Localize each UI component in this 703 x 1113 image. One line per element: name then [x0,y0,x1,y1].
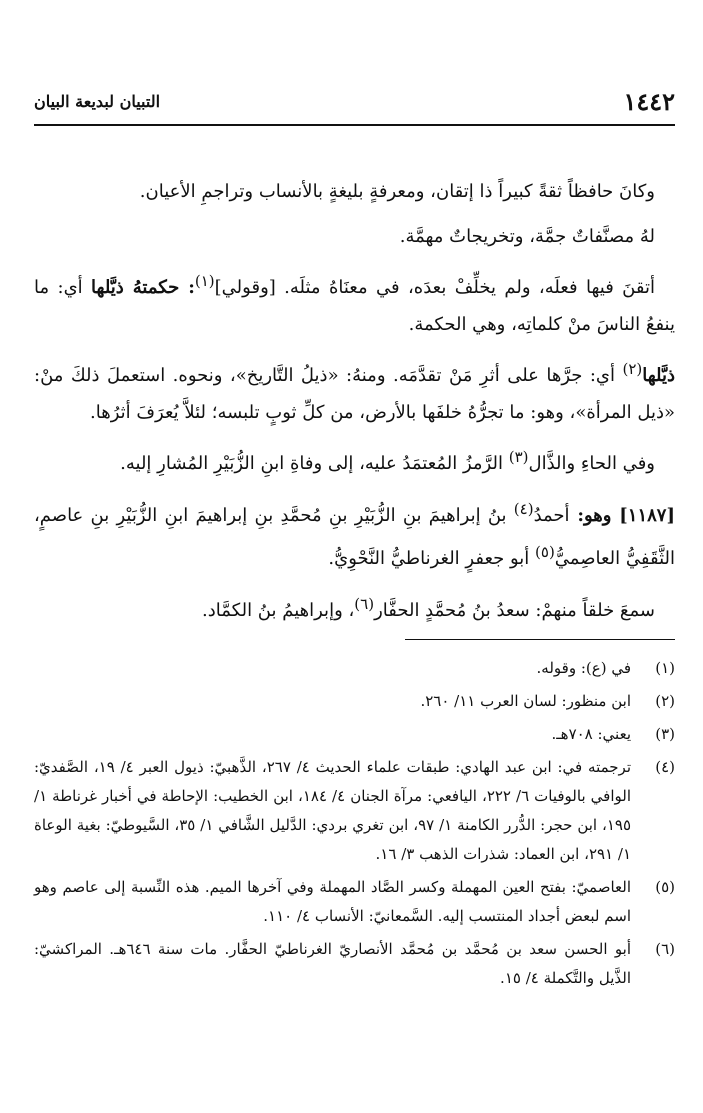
footnote-text: العاصميّ: بفتح العين المهملة وكسر الصَّاد المهملة وفي آخرها الميم. هذه النِّسبة إلى عاصم وهو اسم لبعض أجداد المنتسب إليه. السَّمعانيّ: الأنساب ٤/ ١١٠. [34,878,631,925]
paragraph-text: وفي الحاءِ والذَّال [528,453,655,474]
footnote-number: (١) [655,659,675,677]
footnote-number: (٢) [655,692,675,710]
paragraph-text: لهُ مصنَّفاتٌ جمَّة، وتخريجاتٌ مهمَّة. [399,225,655,247]
footnote-ref-3[interactable]: (٣) [508,448,529,466]
paragraph-hikma [34,263,675,343]
header-rule [34,124,675,126]
paragraph-text: أتقنَ فيها فعلَه، ولم يخلِّفْ بعدَه، في معنَاهُ مثلَه. [وقولي] [214,277,655,298]
paragraph-text: الرَّمزُ المُعتمَدُ عليه، إلى وفاةِ ابنِ الزُّبَيْرِ المُشارِ إليه. [120,453,509,474]
running-title: التبيان لبديعة البيان [34,92,161,111]
paragraph-dhayyalaha [34,351,675,431]
paragraph-symbol [34,439,675,483]
footnote-ref-2[interactable]: (٢) [622,360,643,378]
footnote-item [34,873,675,931]
footnote-text: ابن منظور: لسان العرب ١١/ ٢٦٠. [420,692,631,710]
footnote-item [34,753,675,869]
footnote-item [34,935,675,993]
page-number: ١٤٤٢ [623,87,675,116]
paragraph-teachers [34,586,675,630]
book-page [34,82,675,997]
entry-kunya: أبو جعفرٍ الغرناطيُّ النَّحْوِيُّ. [328,548,536,569]
footnote-ref-5[interactable]: (٥) [535,543,555,561]
footnote-text: يعني: ٧٠٨هـ. [551,725,631,743]
paragraph-text: أي: جرَّها على أثرِ مَنْ تقدَّمَه. ومنهُ: «ذيلُ التَّاريخ»، ونحوه. استعملَ ذلكَ منْ: «ذيل المرأة»، وهو: ما تجرُّهُ خلفَها بالأرض، من كلِّ ثوبٍ تلبسه؛ لئلاَّ يُعرَفَ أثرُها. [34,365,675,423]
bold-keyword: : حكمتهُ ذيَّلها [91,277,195,298]
footnote-ref-4[interactable]: (٤) [513,499,534,518]
footnote-number: (٦) [655,940,675,958]
footnote-separator [405,639,675,640]
paragraph-works [34,219,675,256]
footnote-item [34,720,675,749]
footnote-ref-6[interactable]: (٦) [354,594,375,613]
paragraph-text: سمعَ خلقاً منهمْ: سعدُ بنُ مُحمَّدٍ الحفَّار [374,599,655,621]
entry-number: [١١٨٧] [619,504,675,526]
paragraph-text: أي: ما ينفعُ الناسَ منْ كلماتِه، وهي الحكمة. [34,277,675,335]
entry-name: أحمدُ [533,504,570,526]
footnote-number: (٥) [655,878,675,896]
footnote-text: في (ع): وقوله. [536,659,631,677]
paragraph-text: وكانَ حافظاً ثقةً كبيراً ذا إتقان، ومعرفةٍ بليغةٍ بالأنساب وتراجمِ الأعيان. [139,181,655,202]
page-header [34,82,675,122]
footnote-ref-1[interactable]: (١) [194,272,215,290]
paragraph-hafiz [34,174,675,211]
footnote-number: (٣) [655,725,675,743]
footnote-item [34,654,675,683]
footnote-text: ترجمته في: ابن عبد الهادي: طبقات علماء الحديث ٤/ ٢٦٧، الذَّهبيّ: ذيول العبر ٤/ ١٩، الصَّفديّ: الوافي بالوفيات ٦/ ٢٢٢، اليافعي: مرآة الجنان ٤/ ١٨٤، ابن الخطيب: الإحاطة في أخبار غرناطة ١/ ١٩٥، ابن حجر: الدُّرر الكامنة ١/ ٩٧، ابن تغري بردي: الدَّليل الشَّافي ١/ ٣٥، السَّيوطيّ: بغية الوعاة ١/ ٢٩١، ابن العماد: شذرات الذهب ٣/ ١٦. [34,758,631,863]
footnote-item [34,687,675,716]
biography-entry [34,491,675,578]
entry-lineage: بنُ إبراهيمَ بنِ الزُّبَيْرِ بنِ مُحمَّدِ بنِ إبراهيمَ ابنِ الزُّبَيْرِ بنِ عاصمٍ، الثَّقَفِيُّ العاصِميُّ [34,504,675,569]
main-text [34,174,675,629]
paragraph-text: ، وإبراهيمُ بنُ الكمَّاد. [202,599,355,621]
bold-keyword: ذيَّلها [642,365,675,386]
footnote-number: (٤) [655,758,675,776]
entry-label: وهو: [569,504,620,526]
footnote-text: أبو الحسن سعد بن مُحمَّد بن مُحمَّد الأنصاريّ الغرناطيّ الحفَّار. مات سنة ٦٤٦هـ. المراكشيّ: الذَّيل والتَّكملة ٤/ ١٥. [34,940,631,987]
footnotes [34,654,675,993]
